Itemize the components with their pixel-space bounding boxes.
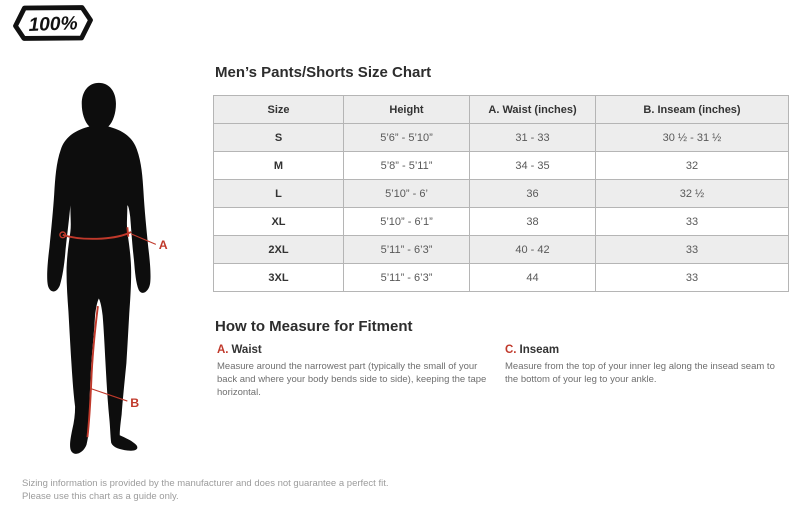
- cell-height: 5’11” - 6’3”: [344, 264, 470, 292]
- measure-letter-c: C.: [505, 344, 517, 356]
- measure-item-inseam: [505, 344, 790, 386]
- cell-inseam: 33: [596, 208, 789, 236]
- body-measurement-diagram: [15, 80, 177, 460]
- measure-item-inseam-title: [505, 344, 790, 356]
- measure-description-inseam: Measure from the top of your inner leg along the insead seam to the bottom of your leg to your ankle.: [505, 361, 775, 385]
- how-to-measure-heading: How to Measure for Fitment: [215, 318, 413, 335]
- cell-inseam: 32 ½: [596, 180, 789, 208]
- size-chart-table: [213, 95, 789, 292]
- header-height: Height: [344, 96, 470, 124]
- cell-inseam: 32: [596, 152, 789, 180]
- cell-waist: 38: [470, 208, 596, 236]
- table-row: [214, 152, 789, 180]
- cell-size: M: [214, 152, 344, 180]
- cell-waist: 40 - 42: [470, 236, 596, 264]
- measure-item-waist-title: [217, 344, 497, 356]
- cell-height: 5’10” - 6’1”: [344, 208, 470, 236]
- measure-description-waist: Measure around the narrowest part (typically the small of your back and where your body bends side to side), keeping the tape horizontal.: [217, 361, 487, 398]
- cell-height: 5’8” - 5’11”: [344, 152, 470, 180]
- sizing-disclaimer-line1: Sizing information is provided by the manufacturer and does not guarantee a perfect fit.: [22, 478, 389, 489]
- cell-inseam: 33: [596, 264, 789, 292]
- waist-tape-buckle: [127, 227, 128, 237]
- sizing-disclaimer: [22, 477, 389, 503]
- table-row: [214, 180, 789, 208]
- measure-letter-a: A.: [217, 344, 229, 356]
- inseam-marker-label: B: [130, 395, 140, 410]
- cell-inseam: 30 ½ - 31 ½: [596, 124, 789, 152]
- cell-inseam: 33: [596, 236, 789, 264]
- cell-waist: 31 - 33: [470, 124, 596, 152]
- brand-logo-icon: [13, 4, 93, 42]
- measure-title-waist: Waist: [231, 344, 262, 356]
- cell-size: XL: [214, 208, 344, 236]
- header-waist: A. Waist (inches): [470, 96, 596, 124]
- table-row: [214, 264, 789, 292]
- cell-size: L: [214, 180, 344, 208]
- brand-logo-text: 100%: [28, 13, 78, 37]
- table-row: [214, 208, 789, 236]
- cell-size: 3XL: [214, 264, 344, 292]
- waist-marker-label: A: [158, 238, 168, 253]
- table-row: [214, 124, 789, 152]
- measure-title-inseam: Inseam: [519, 344, 560, 356]
- table-row: [214, 236, 789, 264]
- measure-item-waist: [217, 344, 497, 399]
- male-silhouette-icon: [15, 80, 177, 460]
- header-inseam: B. Inseam (inches): [596, 96, 789, 124]
- cell-height: 5’11” - 6’3”: [344, 236, 470, 264]
- cell-waist: 36: [470, 180, 596, 208]
- cell-size: 2XL: [214, 236, 344, 264]
- cell-waist: 34 - 35: [470, 152, 596, 180]
- table-header-row: [214, 96, 789, 124]
- header-size: Size: [214, 96, 344, 124]
- cell-height: 5’10” - 6’: [344, 180, 470, 208]
- cell-size: S: [214, 124, 344, 152]
- size-chart-title: Men’s Pants/Shorts Size Chart: [215, 64, 432, 81]
- sizing-disclaimer-line2: Please use this chart as a guide only.: [22, 491, 179, 502]
- cell-height: 5’6” - 5’10”: [344, 124, 470, 152]
- brand-logo-100-percent: [13, 4, 93, 42]
- cell-waist: 44: [470, 264, 596, 292]
